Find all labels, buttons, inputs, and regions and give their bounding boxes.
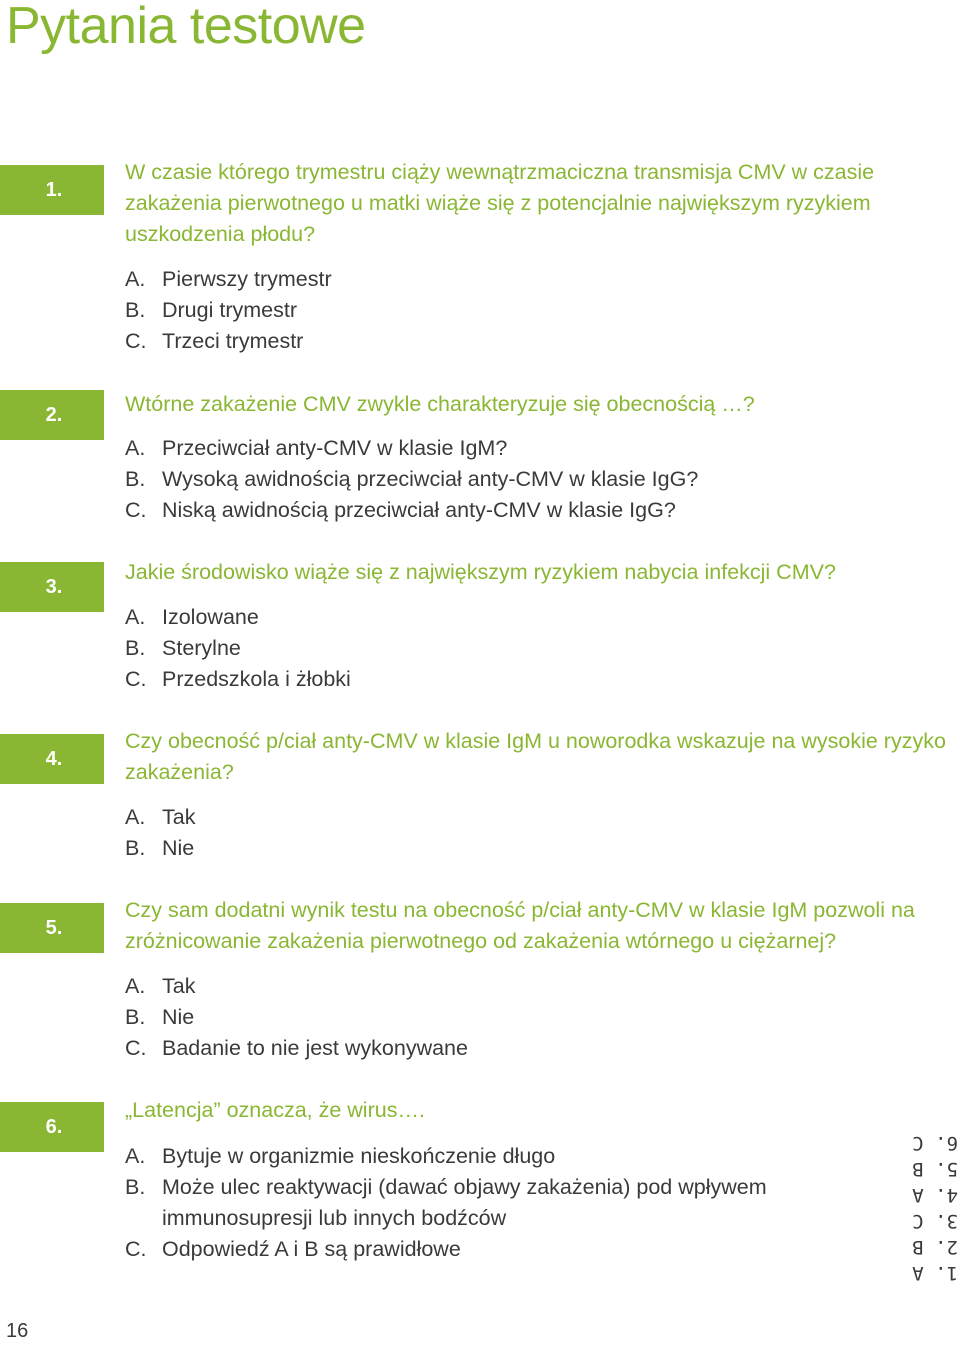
option-text: Odpowiedź A i B są prawidłowe: [162, 1237, 461, 1261]
answer-option: [125, 1141, 885, 1172]
option-letter: B.: [125, 836, 146, 860]
question-number-badge: 3.: [0, 562, 104, 612]
question-number-badge: 5.: [0, 903, 104, 953]
option-letter: A.: [125, 974, 146, 998]
answer-key: [912, 1130, 958, 1286]
option-text: Tak: [162, 805, 196, 829]
answer-option: [125, 295, 885, 326]
answer-option: [125, 802, 885, 833]
option-letter: A.: [125, 436, 146, 460]
option-letter: B.: [125, 636, 146, 660]
option-letter: B.: [125, 1005, 146, 1029]
answer-option: [125, 1002, 885, 1033]
option-text: Sterylne: [162, 636, 241, 660]
option-letter: B.: [125, 298, 146, 322]
answer-option: [125, 833, 885, 864]
option-text: Badanie to nie jest wykonywane: [162, 1036, 468, 1060]
option-letter: A.: [125, 605, 146, 629]
question-text: „Latencja” oznacza, że wirus….: [125, 1098, 425, 1122]
answer-key-item: 4. A: [912, 1184, 958, 1206]
option-text: Przeciwciał anty-CMV w klasie IgM?: [162, 436, 508, 460]
option-text: Izolowane: [162, 605, 259, 629]
option-text: Niską awidnością przeciwciał anty-CMV w klasie IgG?: [162, 498, 676, 522]
option-letter: A.: [125, 805, 146, 829]
option-text: Bytuje w organizmie nieskończenie długo: [162, 1144, 556, 1168]
question-number-badge: 2.: [0, 390, 104, 440]
answer-key-item: 6. C: [912, 1132, 958, 1154]
option-letter: C.: [125, 1036, 147, 1060]
option-letter: C.: [125, 667, 147, 691]
option-letter: C.: [125, 1237, 147, 1261]
answer-option: [125, 326, 885, 357]
answer-option: [125, 971, 885, 1002]
answer-options: [125, 1141, 885, 1265]
question-number-badge: 1.: [0, 165, 104, 215]
answer-option: [125, 495, 885, 526]
answer-options: [125, 264, 885, 357]
option-text: Trzeci trymestr: [162, 329, 304, 353]
option-letter: B.: [125, 1175, 146, 1199]
option-letter: A.: [125, 267, 146, 291]
option-letter: C.: [125, 329, 147, 353]
answer-key-item: 5. B: [912, 1158, 958, 1180]
option-text: Nie: [162, 1005, 195, 1029]
answer-options: [125, 971, 885, 1064]
question-text: Wtórne zakażenie CMV zwykle charakteryzuje się obecnością …?: [125, 392, 755, 416]
answer-options: [125, 802, 885, 864]
answer-option: [125, 433, 885, 464]
answer-option: [125, 1234, 885, 1265]
option-text: Może ulec reaktywacji (dawać objawy zakażenia) pod wpływem immunosupresji lub innych bodźców: [162, 1175, 767, 1230]
question-number-badge: 4.: [0, 734, 104, 784]
question-text: Czy sam dodatni wynik testu na obecność p/ciał anty-CMV w klasie IgM pozwoli na zróżnicowanie zakażenia pierwotnego od zakażenia wtórnego u ciężarnej?: [125, 898, 915, 953]
option-letter: C.: [125, 498, 147, 522]
answer-option: [125, 664, 885, 695]
option-text: Wysoką awidnością przeciwciał anty-CMV w klasie IgG?: [162, 467, 699, 491]
question-text: W czasie którego trymestru ciąży wewnątrzmaciczna transmisja CMV w czasie zakażenia pierwotnego u matki wiąże się z potencjalnie największym ryzykiem uszkodzenia płodu?: [125, 160, 875, 246]
question-text: Jakie środowisko wiąże się z największym ryzykiem nabycia infekcji CMV?: [125, 560, 836, 584]
answer-option: [125, 602, 885, 633]
answer-option: [125, 464, 885, 495]
answer-key-item: 2. B: [912, 1236, 958, 1258]
answer-key-item: 1. A: [912, 1262, 958, 1284]
answer-key-item: 3. C: [912, 1210, 958, 1232]
option-text: Nie: [162, 836, 195, 860]
option-text: Przedszkola i żłobki: [162, 667, 351, 691]
page-number: 16: [6, 1320, 29, 1342]
option-text: Drugi trymestr: [162, 298, 297, 322]
option-letter: A.: [125, 1144, 146, 1168]
answer-option: [125, 1033, 885, 1064]
option-letter: B.: [125, 467, 146, 491]
option-text: Pierwszy trymestr: [162, 267, 332, 291]
page-title: Pytania testowe: [6, 0, 366, 55]
option-text: Tak: [162, 974, 196, 998]
question-text: Czy obecność p/ciał anty-CMV w klasie IgM u noworodka wskazuje na wysokie ryzyko zakażenia?: [125, 729, 946, 784]
answer-option: [125, 633, 885, 664]
answer-options: [125, 433, 885, 526]
question-number-badge: 6.: [0, 1102, 104, 1152]
answer-option: [125, 264, 885, 295]
answer-options: [125, 602, 885, 695]
answer-option: [125, 1172, 885, 1234]
